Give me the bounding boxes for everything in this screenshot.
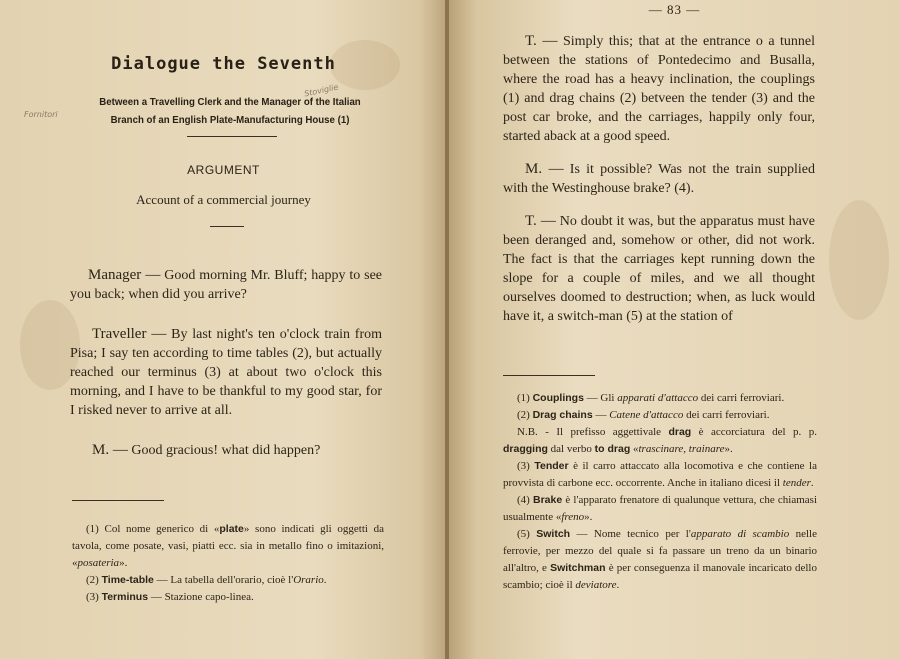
footnote-text: — Stazione capo-linea. <box>148 591 254 603</box>
footnote-text: ». <box>584 511 593 523</box>
footnote-number: (1) <box>517 392 533 404</box>
speaker-label: T. — <box>525 213 556 229</box>
footnote-text: è accorciatura del p. p. <box>691 426 817 438</box>
footnote-number: (5) <box>517 528 537 540</box>
traveller-explanation <box>503 32 815 146</box>
page-number: — 83 — <box>648 2 701 17</box>
footnote-divider <box>72 500 164 501</box>
footnote-number: (3) <box>86 591 102 603</box>
footnote-italic: trascinare, trainare <box>638 443 725 455</box>
argument-heading: ARGUMENT <box>187 163 260 177</box>
dialogue-text: Good morning Mr. Bluff; happy to see you back; when did you arrive? <box>70 268 382 302</box>
footnote-text: è l'apparato frenatore di qualunque vettura, che chiamasi usualmente « <box>503 494 818 523</box>
footnote-term: drag <box>668 426 692 438</box>
manager-brake-question <box>503 160 815 198</box>
footnote-text: dei carri ferroviari. <box>683 409 770 421</box>
pencil-note-above: Stoviglie <box>303 82 340 99</box>
footnote-text: nelle ferrovie, per mezzo del quale si fa passare un treno da un binario all'altro, e <box>503 528 817 574</box>
right-page <box>449 0 900 659</box>
footnote <box>503 390 817 407</box>
left-page <box>0 0 447 659</box>
footnote-term: to drag <box>594 443 631 455</box>
footnote <box>72 521 384 572</box>
footnote-text: — Gli <box>583 392 618 404</box>
speaker-label: M. — <box>92 442 128 458</box>
speaker-label: T. — <box>525 33 558 49</box>
footnote-text: dal verbo <box>547 443 595 455</box>
footnote-text: - Il prefisso aggettivale <box>545 426 669 438</box>
footnote <box>503 526 817 594</box>
footnote-text: dei carri ferroviari. <box>698 392 785 404</box>
manager-question <box>70 441 382 460</box>
footnote-term: Tender <box>534 460 569 472</box>
footnote-number: (1) <box>86 523 105 535</box>
footnote-number: N.B. <box>517 426 546 438</box>
traveller-account <box>503 212 815 326</box>
footnote-italic: deviatore <box>575 579 617 591</box>
footnote-text: — <box>592 409 610 421</box>
dialogue-text: Is it possible? Was not the train supplied with the Westinghouse brake? (4). <box>503 162 815 196</box>
footnote-term: plate <box>219 523 244 535</box>
footnote-term: Switch <box>536 528 571 540</box>
footnote-text: — La tabella dell'orario, cioè l' <box>153 574 294 586</box>
footnote-number: (2) <box>517 409 533 421</box>
footnote-italic: apparato di scambio <box>690 528 790 540</box>
speaker-label: Manager — <box>88 267 161 283</box>
footnote-term: dragging <box>503 443 548 455</box>
footnote <box>72 572 384 589</box>
argument-text: Account of a commercial journey <box>136 192 311 207</box>
footnote-term: Switchman <box>550 562 606 574</box>
footnote-text: Col nome generico di « <box>104 523 220 535</box>
footnote-italic: freno <box>561 511 585 523</box>
footnote-italic: Orario <box>293 574 324 586</box>
right-dialogue <box>503 32 815 326</box>
footnote-italic: Catene d'attacco <box>609 409 684 421</box>
footnote-text: . <box>616 579 620 591</box>
footnote-text: ». <box>119 557 128 569</box>
footnote-text: ». <box>724 443 733 455</box>
footnote-text: è per conseguenza il manovale incaricato dello scambio; cioè il <box>503 562 817 591</box>
footnote <box>72 589 384 606</box>
footnote-italic: tender <box>782 477 811 489</box>
footnote-number: (4) <box>517 494 533 506</box>
title-divider <box>187 136 277 137</box>
dialogue-text: By last night's ten o'clock train from Pisa; I say ten according to time tables (2), but actually reached our terminus (3) at about two o'clock this morning, and I have to be thankful to my good star, for I risked never to arrive at all. <box>70 327 383 418</box>
footnote-term: Drag chains <box>532 409 593 421</box>
footnote-term: Terminus <box>101 591 149 603</box>
dialogue-title: Dialogue the Seventh <box>111 54 336 74</box>
footnote <box>503 407 817 424</box>
subtitle-line-2: Branch of an English Plate-Manufacturing House (1) <box>110 114 350 126</box>
footnote-text: — Nome tecnico per l' <box>570 528 691 540</box>
speaker-label: Traveller — <box>92 326 167 342</box>
left-dialogue <box>70 266 382 460</box>
dialogue-text: No doubt it was, but the apparatus must have been deranged and, somehow or other, did not work. The fact is that the carriages kept running down the slope for a couple of miles, and we all thought ourselves doomed to destruction; when, as luck would have it, a switch-man (5) at the station of <box>503 214 815 324</box>
dialogue-text: Good gracious! what did happen? <box>127 443 321 458</box>
left-footnotes <box>72 521 384 606</box>
footnote-number: (2) <box>86 574 102 586</box>
footnote-term: Brake <box>533 494 563 506</box>
footnote-number: (3) <box>517 460 535 472</box>
dialogue-subtitle <box>55 93 405 129</box>
footnote-text: . <box>323 574 327 586</box>
pencil-note-margin: Fornitori <box>24 110 58 119</box>
argument-divider <box>210 226 244 227</box>
footnote-text: . <box>810 477 814 489</box>
footnote-divider <box>503 375 595 376</box>
footnote-text: » sono indicati gli oggetti da tavola, come posate, vasi, piatti ecc. sia in metallo fino o imitazioni, « <box>72 523 384 569</box>
footnote <box>503 492 817 526</box>
footnote-italic: apparati d'attacco <box>617 392 699 404</box>
footnote-text: è il carro attaccato alla locomotiva e che contiene la provvista di carbone ecc. occorrente. Anche in italiano dicesi il <box>503 460 817 489</box>
footnote-text: « <box>630 443 639 455</box>
manager-line <box>70 266 382 304</box>
subtitle-line-1: Between a Travelling Clerk and the Manager of the Italian <box>99 96 361 108</box>
right-footnotes <box>503 390 817 594</box>
footnote <box>503 458 817 492</box>
dialogue-text: Simply this; that at the entrance o a tunnel between the stations of Pontedecimo and Busalla, where the road has a heavy inclination, the couplings (1) and drag chains (2) betveen the tender (3) and the post car broke, and the carriages, happily only four, started aback at a good speed. <box>503 34 815 144</box>
footnote <box>503 424 817 458</box>
footnote-term: Time-table <box>101 574 154 586</box>
footnote-italic: posateria <box>77 557 120 569</box>
footnote-term: Couplings <box>532 392 584 404</box>
traveller-line <box>70 325 382 420</box>
speaker-label: M. — <box>525 161 564 177</box>
